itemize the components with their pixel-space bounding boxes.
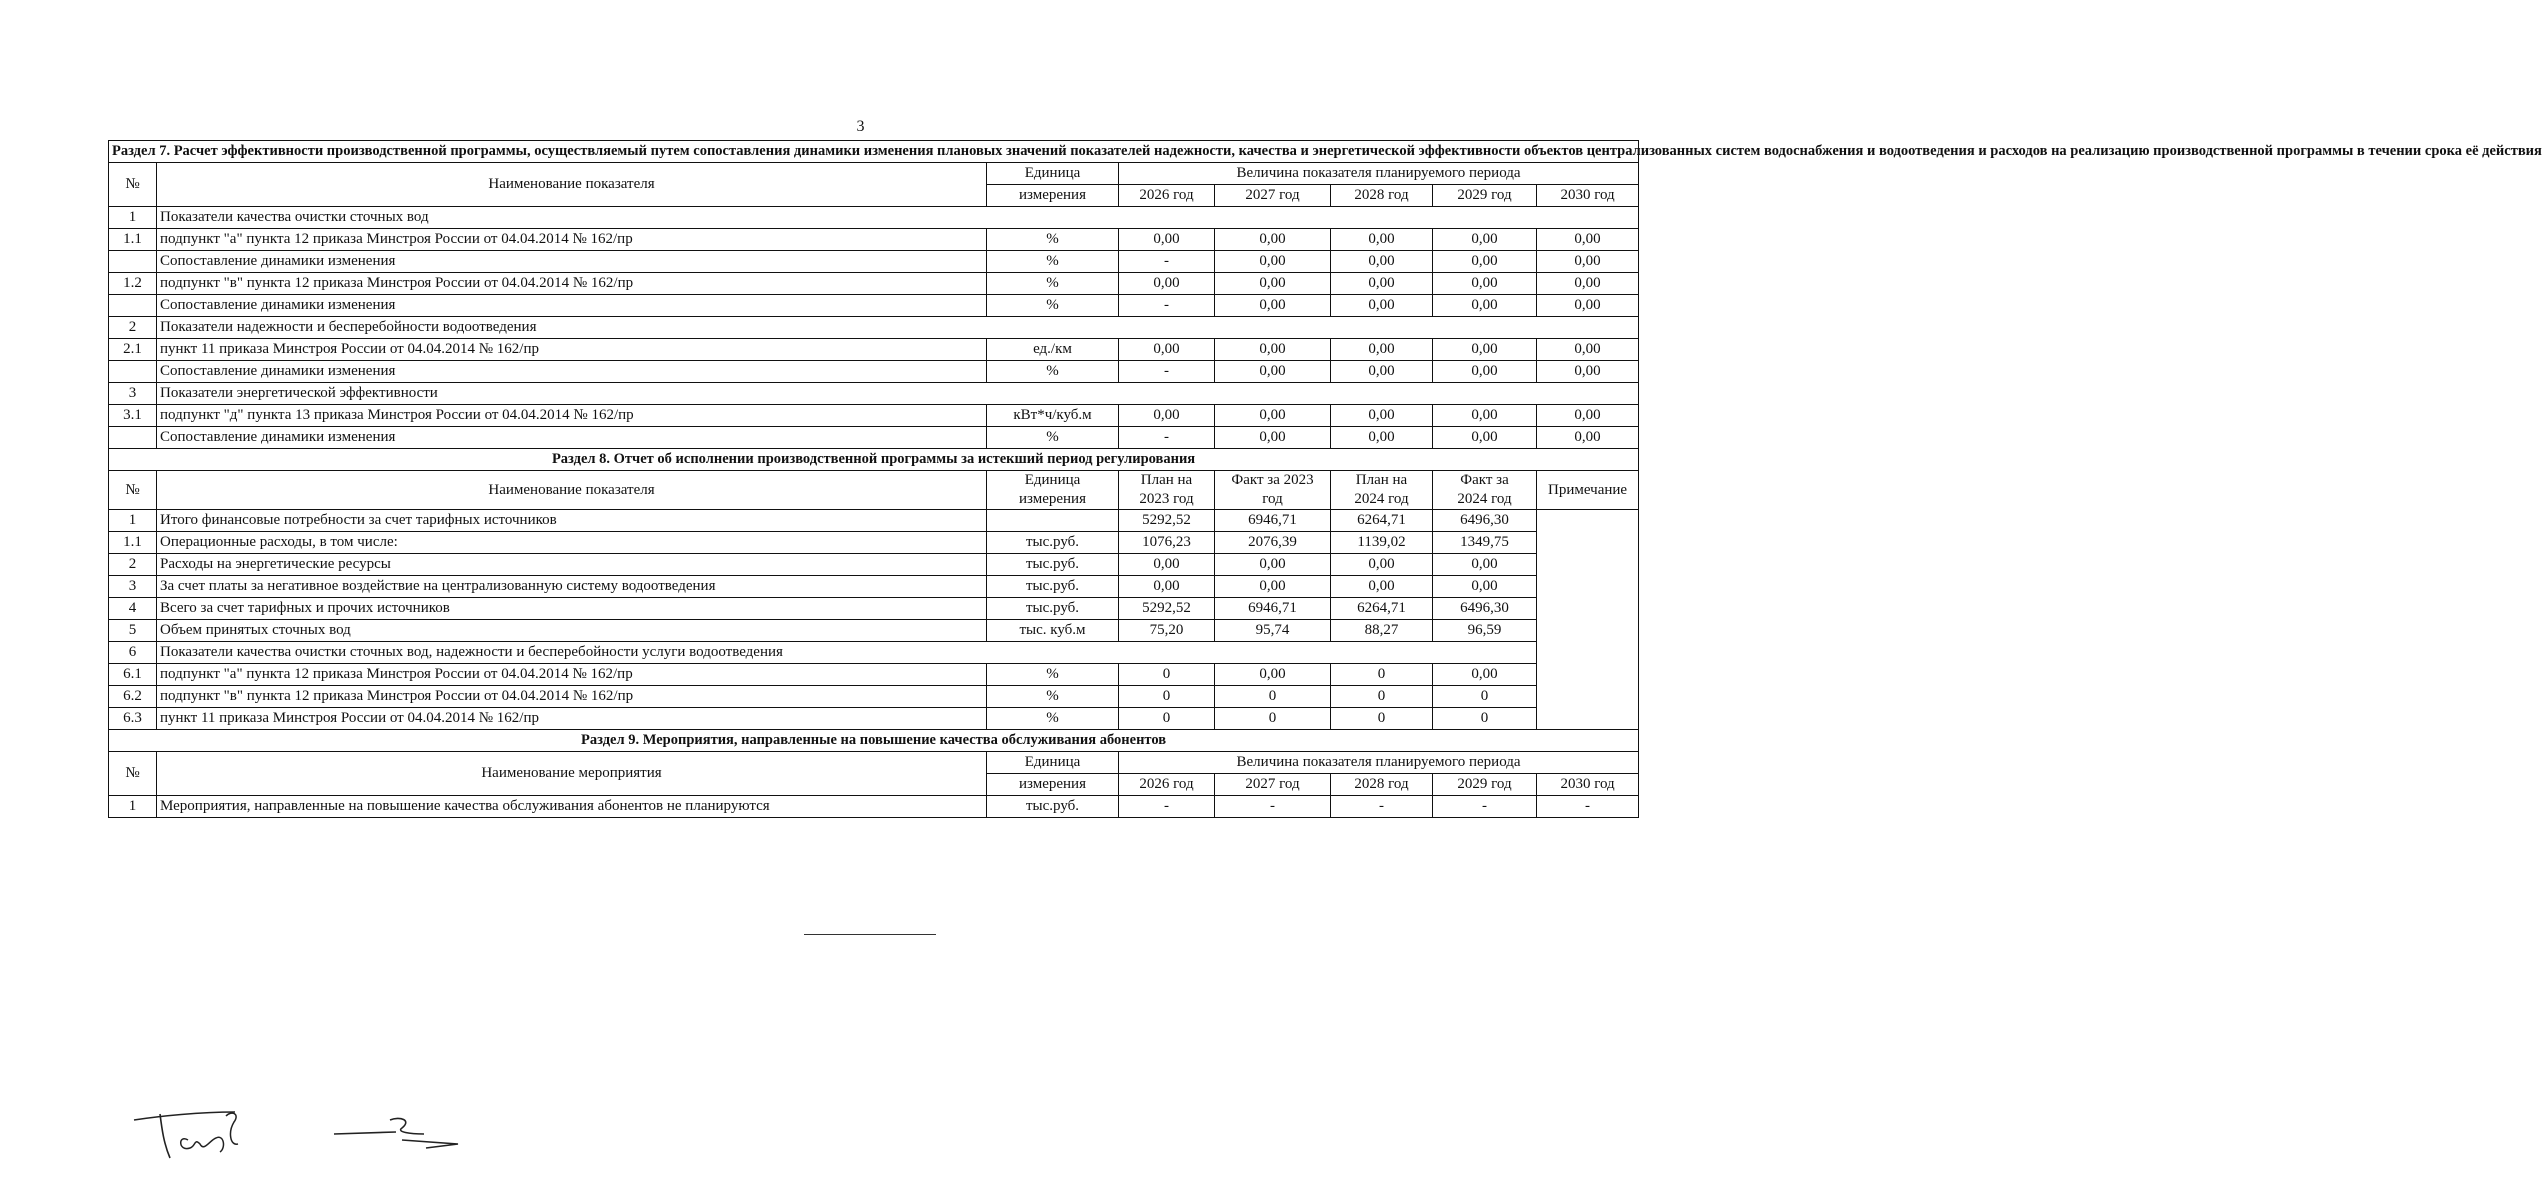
report-table [108,140,2542,818]
indicator-name: Сопоставление динамики изменения [157,251,987,273]
value-cell: - [1331,796,1433,818]
indicator-name: подпункт "а" пункта 12 приказа Минстроя России от 04.04.2014 № 162/пр [157,664,987,686]
col-header-name: Наименование мероприятия [157,752,987,796]
unit-cell: % [987,273,1119,295]
unit-cell: % [987,664,1119,686]
row-number: 2 [109,554,157,576]
value-cell: 0,00 [1537,251,1639,273]
col-header-plan-fact [1215,471,1331,510]
handwritten-signature-2 [330,1112,470,1152]
unit-cell: тыс.руб. [987,576,1119,598]
indicator-name: Объем принятых сточных вод [157,620,987,642]
col-header-line2: 2023 год [1139,491,1194,507]
value-cell: 0 [1331,708,1433,730]
indicator-name: подпункт "а" пункта 12 приказа Минстроя России от 04.04.2014 № 162/пр [157,229,987,251]
section8-row [109,664,1639,686]
col-header-line1: План на [1355,472,1408,488]
indicator-name: пункт 11 приказа Минстроя России от 04.04.2014 № 162/пр [157,708,987,730]
col-header-year: 2026 год [1119,774,1215,796]
indicator-name: За счет платы за негативное воздействие на централизованную систему водоотведения [157,576,987,598]
col-header-line1: Факт за 2023 [1231,472,1314,488]
value-cell: 0,00 [1433,664,1537,686]
unit-cell: % [987,251,1119,273]
value-cell: - [1433,796,1537,818]
col-header-period: Величина показателя планируемого периода [1119,163,1639,185]
value-cell: 0,00 [1119,576,1215,598]
value-cell: - [1119,361,1215,383]
row-number: 5 [109,620,157,642]
col-header-name: Наименование показателя [157,471,987,510]
value-cell: 0,00 [1119,229,1215,251]
unit-cell: тыс. куб.м [987,620,1119,642]
value-cell: 1139,02 [1331,532,1433,554]
section7-row [109,273,1639,295]
value-cell: 0,00 [1331,576,1433,598]
group-label: Показатели качества очистки сточных вод, надежности и бесперебойности услуги водоотведения [157,642,1537,664]
row-number: 1.2 [109,273,157,295]
value-cell: 0,00 [1433,554,1537,576]
indicator-name: Расходы на энергетические ресурсы [157,554,987,576]
row-number [109,427,157,449]
value-cell: 5292,52 [1119,598,1215,620]
group-label: Показатели качества очистки сточных вод [157,207,1639,229]
value-cell: 5292,52 [1119,510,1215,532]
col-header-note: Примечание [1537,471,1639,510]
row-number: 1 [109,207,157,229]
value-cell: 0,00 [1433,427,1537,449]
value-cell: 6946,71 [1215,510,1331,532]
section8-row [109,532,1639,554]
col-header-year: 2030 год [1537,774,1639,796]
section7-row [109,229,1639,251]
section7-row [109,405,1639,427]
value-cell: 95,74 [1215,620,1331,642]
indicator-name: Сопоставление динамики изменения [157,361,987,383]
value-cell: 0,00 [1215,554,1331,576]
row-number: 1 [109,796,157,818]
row-number [109,251,157,273]
section8-title: Раздел 8. Отчет об исполнении производственной программы за истекший период регулирования [109,449,1639,471]
col-header-year: 2027 год [1215,185,1331,207]
note-cell [1537,510,1639,730]
row-number: 1.1 [109,532,157,554]
group-label: Показатели энергетической эффективности [157,383,1639,405]
section8-row [109,554,1639,576]
value-cell: 0,00 [1331,427,1433,449]
value-cell: 0 [1215,708,1331,730]
col-header-unit: Единица [987,163,1119,185]
value-cell: 0,00 [1331,339,1433,361]
value-cell: 0,00 [1331,273,1433,295]
page-number: 3 [856,118,865,135]
row-number: 2 [109,317,157,339]
value-cell: 6264,71 [1331,510,1433,532]
section9-header-row [109,752,1639,774]
col-header-line1: План на [1140,472,1193,488]
col-header-line2: 2024 год [1354,491,1409,507]
value-cell: 0,00 [1433,273,1537,295]
col-header-unit [987,471,1119,510]
value-cell: 0,00 [1537,273,1639,295]
value-cell: 0,00 [1433,361,1537,383]
value-cell: 6496,30 [1433,598,1537,620]
col-header-unit-line1: Единица [1024,472,1081,488]
col-header-unit-2: измерения [987,774,1119,796]
section7-header-row [109,163,1639,185]
row-number: 4 [109,598,157,620]
value-cell: 96,59 [1433,620,1537,642]
section7-row [109,251,1639,273]
row-number: 2.1 [109,339,157,361]
col-header-num: № [109,163,157,207]
section7-row [109,295,1639,317]
value-cell: 0 [1215,686,1331,708]
unit-cell: тыс.руб. [987,554,1119,576]
indicator-name: Операционные расходы, в том числе: [157,532,987,554]
row-number [109,361,157,383]
unit-cell: % [987,361,1119,383]
col-header-line2: 2024 год [1457,491,1512,507]
col-header-plan-fact [1331,471,1433,510]
value-cell: 0 [1119,708,1215,730]
row-number: 6.1 [109,664,157,686]
value-cell: - [1119,251,1215,273]
indicator-name: Сопоставление динамики изменения [157,295,987,317]
col-header-name: Наименование показателя [157,163,987,207]
section8-row [109,576,1639,598]
section7-row [109,427,1639,449]
value-cell: 0 [1433,708,1537,730]
value-cell: 0,00 [1537,361,1639,383]
section8-row [109,686,1639,708]
col-header-year: 2029 год [1433,774,1537,796]
value-cell: - [1119,796,1215,818]
section8-row [109,642,1639,664]
indicator-name: подпункт "в" пункта 12 приказа Минстроя России от 04.04.2014 № 162/пр [157,686,987,708]
value-cell: 0,00 [1537,405,1639,427]
value-cell: 0,00 [1433,339,1537,361]
row-number: 6 [109,642,157,664]
col-header-period: Величина показателя планируемого периода [1119,752,1639,774]
section7-row [109,361,1639,383]
value-cell: 0,00 [1215,576,1331,598]
value-cell: 0,00 [1119,554,1215,576]
indicator-name: подпункт "в" пункта 12 приказа Минстроя России от 04.04.2014 № 162/пр [157,273,987,295]
col-header-year: 2026 год [1119,185,1215,207]
indicator-name: пункт 11 приказа Минстроя России от 04.04.2014 № 162/пр [157,339,987,361]
group-label: Показатели надежности и бесперебойности водоотведения [157,317,1639,339]
section8-header-row [109,471,1639,510]
value-cell: 1076,23 [1119,532,1215,554]
value-cell: - [1215,796,1331,818]
indicator-name: Итого финансовые потребности за счет тарифных источников [157,510,987,532]
section7-row [109,207,1639,229]
section7-row [109,317,1639,339]
value-cell: 75,20 [1119,620,1215,642]
unit-cell: % [987,686,1119,708]
unit-cell [987,510,1119,532]
value-cell: 0,00 [1215,295,1331,317]
value-cell: 6946,71 [1215,598,1331,620]
value-cell: 0,00 [1215,405,1331,427]
value-cell: - [1537,796,1639,818]
section8-row [109,708,1639,730]
section9-title-row [109,730,1639,752]
value-cell: 0,00 [1119,273,1215,295]
unit-cell: % [987,295,1119,317]
col-header-line1: Факт за [1460,472,1509,488]
col-header-year: 2029 год [1433,185,1537,207]
indicator-name: подпункт "д" пункта 13 приказа Минстроя России от 04.04.2014 № 162/пр [157,405,987,427]
section9-title: Раздел 9. Мероприятия, направленные на повышение качества обслуживания абонентов [109,730,1639,752]
value-cell: 0,00 [1215,273,1331,295]
value-cell: 0,00 [1537,295,1639,317]
value-cell: 0,00 [1331,295,1433,317]
unit-cell: % [987,427,1119,449]
section9-row [109,796,1639,818]
value-cell: 1349,75 [1433,532,1537,554]
section8-title-row [109,449,1639,471]
unit-cell: ед./км [987,339,1119,361]
value-cell: 0 [1119,686,1215,708]
value-cell: 0,00 [1537,427,1639,449]
value-cell: 0,00 [1537,229,1639,251]
value-cell: 88,27 [1331,620,1433,642]
value-cell: 0,00 [1331,229,1433,251]
value-cell: 2076,39 [1215,532,1331,554]
row-number [109,295,157,317]
row-number: 3.1 [109,405,157,427]
row-number: 6.2 [109,686,157,708]
section8-row [109,598,1639,620]
handwritten-signature-1 [130,1100,260,1162]
value-cell: 0,00 [1537,339,1639,361]
indicator-name: Сопоставление динамики изменения [157,427,987,449]
value-cell: 0,00 [1331,405,1433,427]
value-cell: 0 [1433,686,1537,708]
value-cell: 0,00 [1215,251,1331,273]
row-number: 1 [109,510,157,532]
col-header-year: 2030 год [1537,185,1639,207]
value-cell: - [1119,295,1215,317]
section8-row [109,510,1639,532]
indicator-name: Всего за счет тарифных и прочих источников [157,598,987,620]
unit-cell: тыс.руб. [987,532,1119,554]
unit-cell: тыс.руб. [987,598,1119,620]
unit-cell: % [987,229,1119,251]
value-cell: - [1119,427,1215,449]
value-cell: 0 [1331,686,1433,708]
section8-row [109,620,1639,642]
col-header-unit-2: измерения [987,185,1119,207]
value-cell: 0,00 [1433,576,1537,598]
value-cell: 0 [1331,664,1433,686]
section7-row [109,339,1639,361]
value-cell: 0,00 [1433,251,1537,273]
unit-cell: кВт*ч/куб.м [987,405,1119,427]
value-cell: 0,00 [1215,427,1331,449]
section7-title: Раздел 7. Расчет эффективности производственной программы, осуществляемый путем сопоставления динамики изменения плановых значений показателей надежности, качества и энергетической эффективности объектов централизованных систем водоснабжения и водоотведения и расходов на реализацию производственной программы в течении срока её действия [109,141,1639,163]
value-cell: 0,00 [1433,405,1537,427]
col-header-plan-fact [1433,471,1537,510]
value-cell: 0,00 [1433,229,1537,251]
measure-name: Мероприятия, направленные на повышение качества обслуживания абонентов не планируются [157,796,987,818]
value-cell: 0,00 [1331,361,1433,383]
row-number: 3 [109,576,157,598]
value-cell: 0,00 [1215,361,1331,383]
value-cell: 0,00 [1331,554,1433,576]
col-header-year: 2028 год [1331,185,1433,207]
row-number: 6.3 [109,708,157,730]
section7-title-row [109,141,1639,163]
col-header-plan-fact [1119,471,1215,510]
col-header-line2: год [1262,491,1283,507]
value-cell: 0 [1119,664,1215,686]
end-divider [804,934,936,935]
value-cell: 6264,71 [1331,598,1433,620]
value-cell: 0,00 [1331,251,1433,273]
col-header-num: № [109,471,157,510]
col-header-year: 2027 год [1215,774,1331,796]
value-cell: 6496,30 [1433,510,1537,532]
value-cell: 0,00 [1433,295,1537,317]
col-header-unit-line2: измерения [1018,491,1086,507]
unit-cell: % [987,708,1119,730]
col-header-year: 2028 год [1331,774,1433,796]
section7-row [109,383,1639,405]
value-cell: 0,00 [1215,664,1331,686]
unit-cell: тыс.руб. [987,796,1119,818]
row-number: 1.1 [109,229,157,251]
value-cell: 0,00 [1119,339,1215,361]
value-cell: 0,00 [1215,229,1331,251]
col-header-unit: Единица [987,752,1119,774]
col-header-num: № [109,752,157,796]
value-cell: 0,00 [1119,405,1215,427]
value-cell: 0,00 [1215,339,1331,361]
row-number: 3 [109,383,157,405]
